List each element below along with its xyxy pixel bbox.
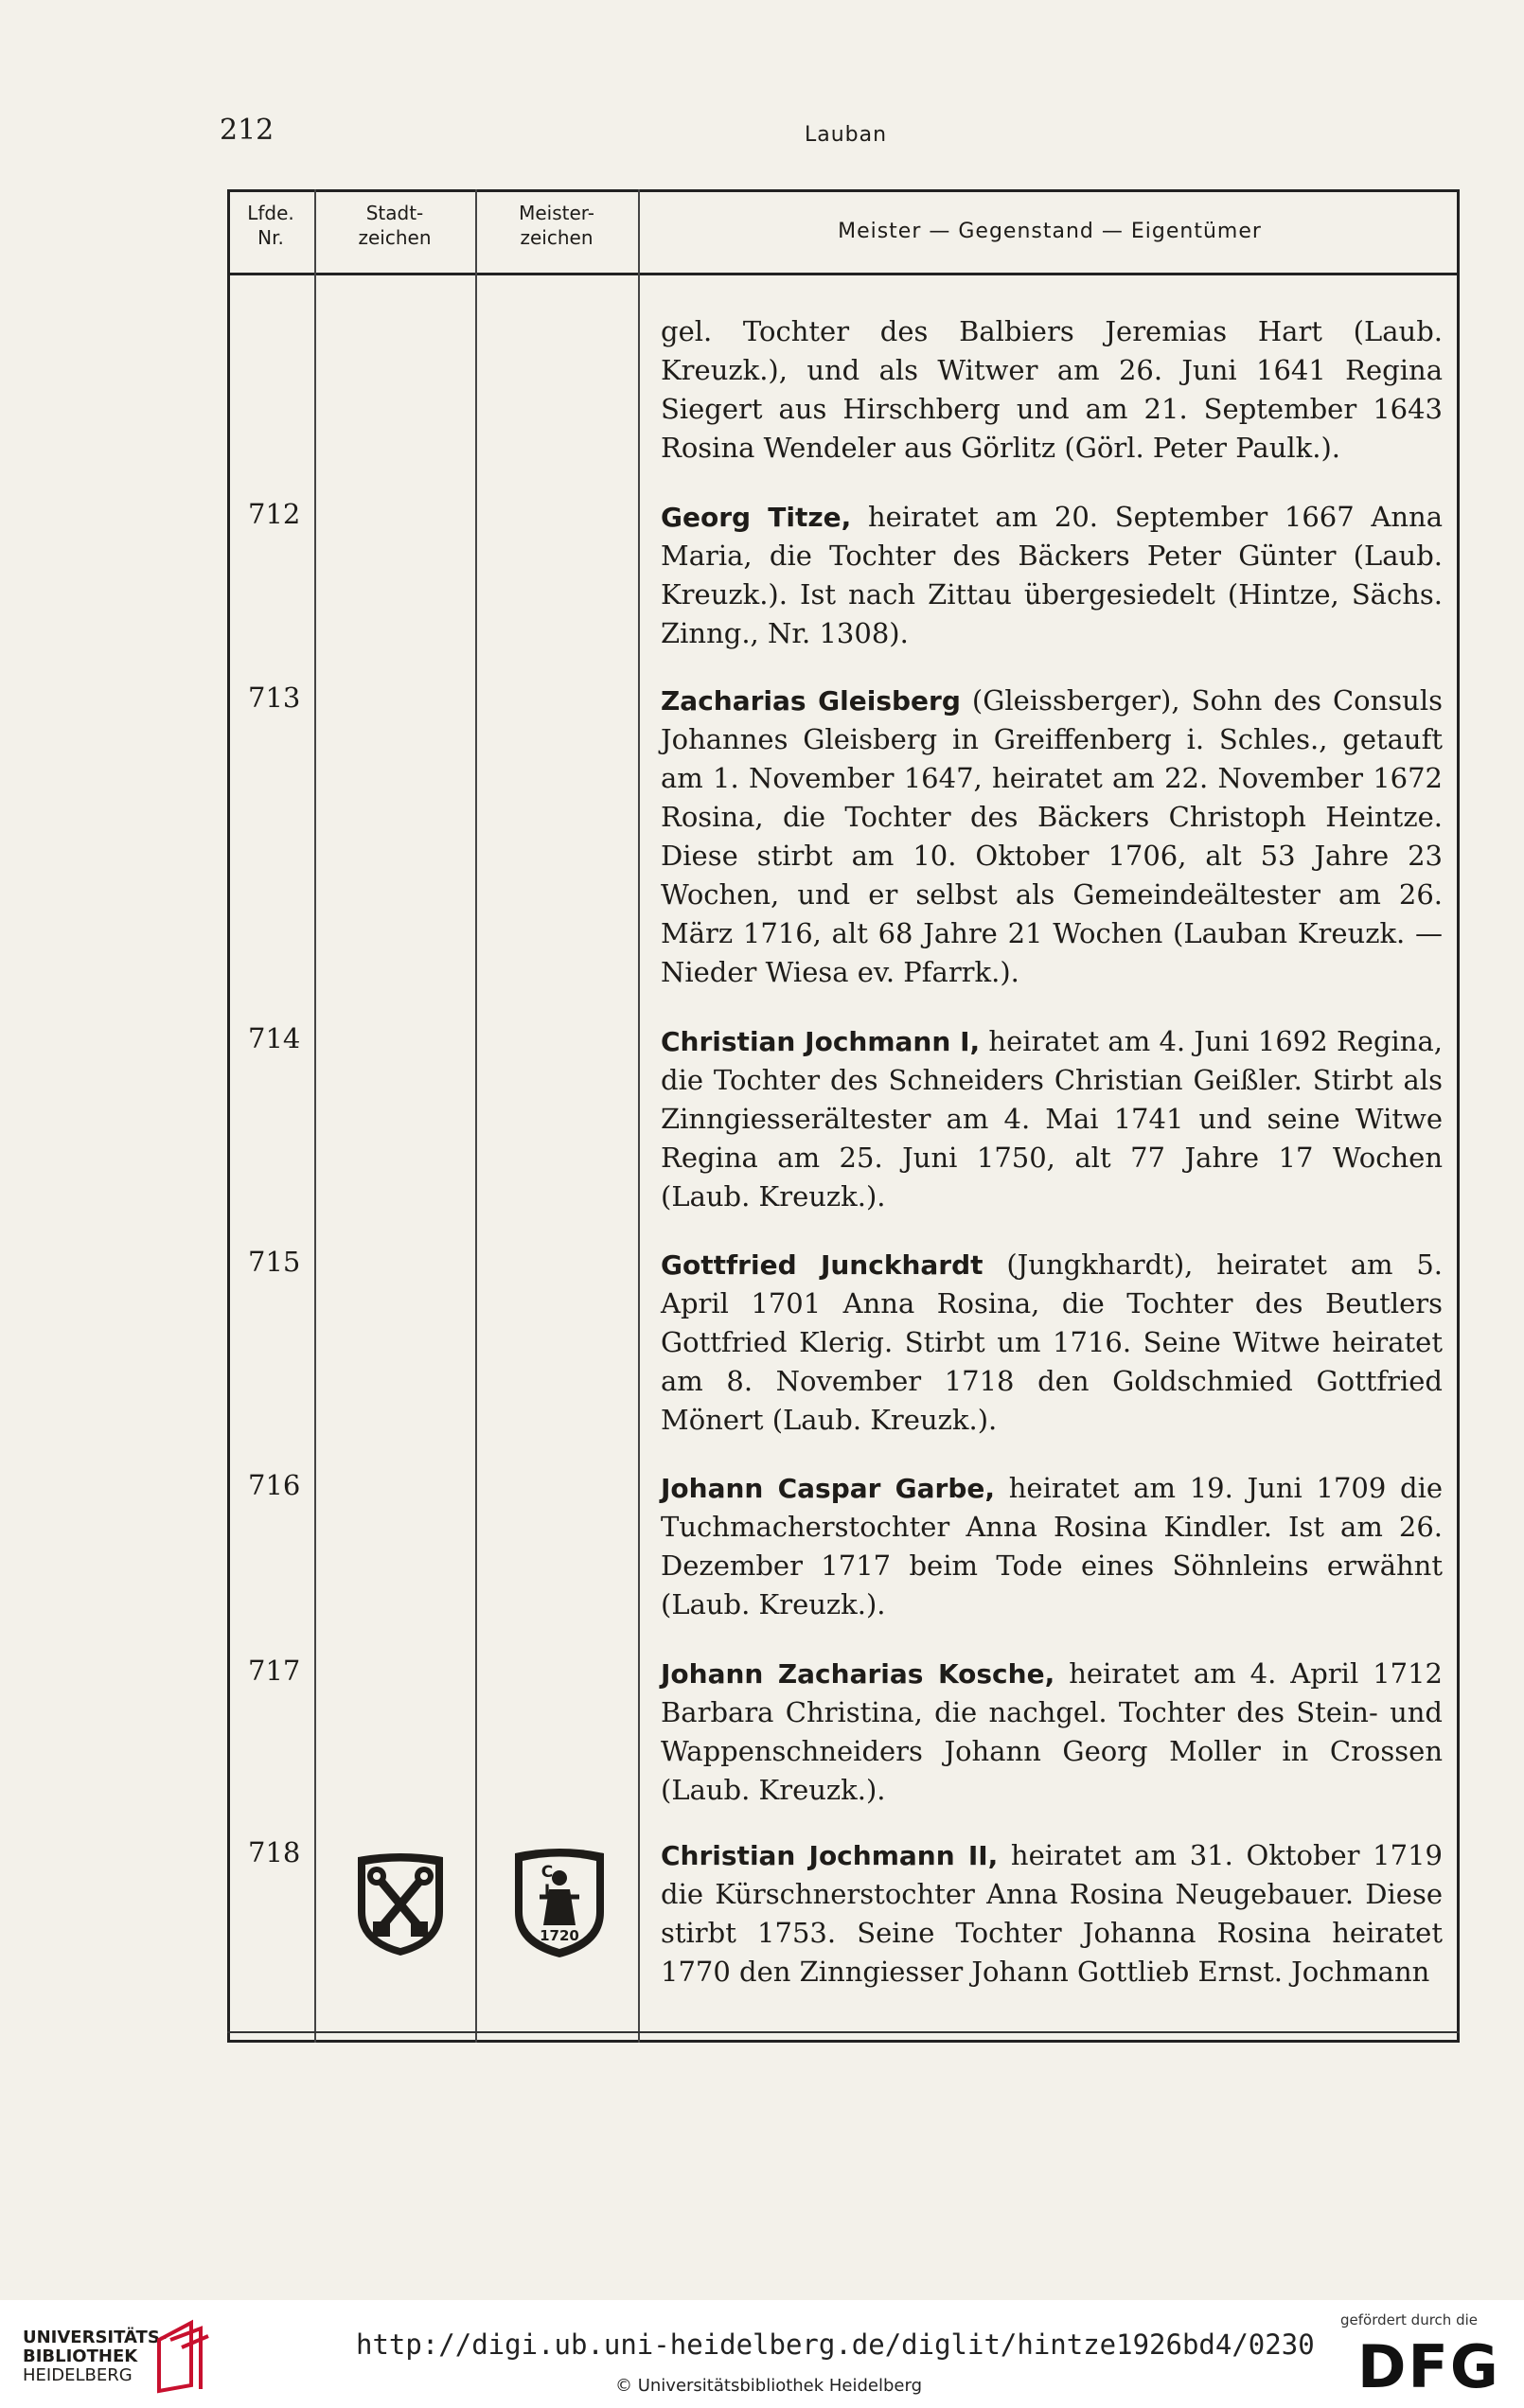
library-logo-icon [153,2319,210,2395]
col-head-meister-line2: zeichen [520,226,594,249]
running-head: Lauban [805,123,888,147]
entry-number: 717 [248,1655,301,1687]
entry-body: heiratet am 4. April 1712 Barbara Christina, die nachgel. Tochter des Stein- und Wappenschneiders Johann Georg Moller in Crossen (Laub. Kreuzk.). [661,1657,1443,1806]
maker-mark [507,1844,611,1957]
entry-name: Johann Zacharias Kosche, [661,1658,1055,1690]
column-divider-2 [475,189,477,2043]
entry-body: heiratet am 19. Juni 1709 die Tuchmacherstochter Anna Rosina Kindler. Ist am 26. Dezember 1717 beim Tode eines Söhnleins erwähnt (Laub. Kreuzk.). [661,1472,1444,1620]
entry-text [661,1022,1443,1216]
library-line-2: BIBLIOTHEK [23,2346,138,2366]
maker-mark-year: 1720 [540,1927,579,1944]
continuation-text: gel. Tochter des Balbiers Jeremias Hart (Laub. Kreuzk.), und als Witwer am 26. Juni 1641 Regina Siegert aus Hirschberg und am 21. September 1643 Rosina Wendeler aus Görlitz (Görl. Peter Paulk.). [661,315,1443,464]
funder-tagline: gefördert durch die [1340,2311,1478,2328]
entry-text [661,1246,1443,1440]
page-number: 212 [220,114,275,147]
digital-object-url-link[interactable]: http://digi.ub.uni-heidelberg.de/diglit/hintze1926bd4/0230 [356,2328,1315,2361]
entry-body: heiratet am 4. Juni 1692 Regina, die Tochter des Schneiders Christian Geißler. Stirbt als Zinngiesserältester am 4. Mai 1741 und seine Witwe Regina am 25. Juni 1750, alt 77 Jahre 17 Wochen (Laub. Kreuzk.). [661,1025,1443,1213]
entry-number: 714 [248,1022,301,1054]
entry-number: 715 [248,1246,301,1278]
col-head-main: Meister — Gegenstand — Eigentümer [838,220,1262,243]
entry-name: Christian Jochmann II, [661,1840,999,1871]
entry-text [661,1655,1443,1810]
entry-text [661,682,1443,992]
crossed-keys-shield-icon [348,1846,452,1959]
col-head-nr-line2: Nr. [257,226,284,249]
bottom-rule [227,2031,1460,2033]
col-head-stadt [314,201,475,250]
entry-body: heiratet am 31. Oktober 1719 die Kürschnerstochter Anna Rosina Neugebauer. Diese stirbt 1753. Seine Tochter Johanna Rosina heiratet 1770 den Zinngiesser Johann Gottlieb Ernst. Jochmann [661,1839,1443,1988]
col-head-meister [475,201,638,250]
entry-name: Gottfried Junckhardt [661,1249,984,1281]
col-head-stadt-line2: zeichen [358,226,432,249]
entry-number: 712 [248,498,301,530]
entry-text [661,1836,1443,1992]
col-head-meister-line1: Meister- [519,202,594,224]
library-line-1: UNIVERSITÄTS- [23,2328,168,2347]
entry-name: Christian Jochmann I, [661,1026,981,1057]
column-divider-1 [314,189,316,2043]
entry-text [661,1469,1443,1624]
entry-text [661,498,1443,653]
entry-name: Georg Titze, [661,502,852,533]
maker-mark-letters: C I [540,1863,578,1901]
entry-name: Zacharias Gleisberg [661,685,961,717]
copyright-note: © Universitätsbibliothek Heidelberg [615,2376,923,2396]
library-name [23,2328,167,2385]
dfg-logo: DFG [1357,2332,1500,2401]
header-rule [227,273,1460,275]
entry-name: Johann Caspar Garbe, [661,1473,996,1504]
col-head-nr-line1: Lfde. [247,202,294,224]
entry-number: 718 [248,1836,301,1868]
entry-number: 716 [248,1469,301,1501]
entry-body: heiratet am 20. September 1667 Anna Maria, die Tochter des Bäckers Peter Günter (Laub. Kreuzk.). Ist nach Zittau übergesiedelt (Hintze, Sächs. Zinng., Nr. 1308). [661,501,1443,649]
library-line-3: HEIDELBERG [23,2365,133,2385]
entry-body: (Gleissberger), Sohn des Consuls Johannes Gleisberg in Greiffenberg i. Schles., getauft am 1. November 1647, heiratet am 22. November 1672 Rosina, die Tochter des Bäckers Christoph Heintze. Diese stirbt am 10. Oktober 1706, alt 53 Jahre 23 Wochen, und er selbst als Gemeindeältester am 26. März 1716, alt 68 Jahre 21 Wochen (Lauban Kreuzk. — Nieder Wiesa ev. Pfarrk.). [661,684,1443,988]
entry-body: (Jungkhardt), heiratet am 5. April 1701 Anna Rosina, die Tochter des Beutlers Gottfried Klerig. Stirbt um 1716. Seine Witwe heiratet am 8. November 1718 den Goldschmied Gottfried Mönert (Laub. Kreuzk.). [661,1248,1443,1436]
col-head-nr [227,201,314,250]
entry-number: 713 [248,682,301,714]
col-head-stadt-line1: Stadt- [365,202,424,224]
footer-bar [0,2300,1524,2408]
column-divider-3 [638,189,640,2043]
